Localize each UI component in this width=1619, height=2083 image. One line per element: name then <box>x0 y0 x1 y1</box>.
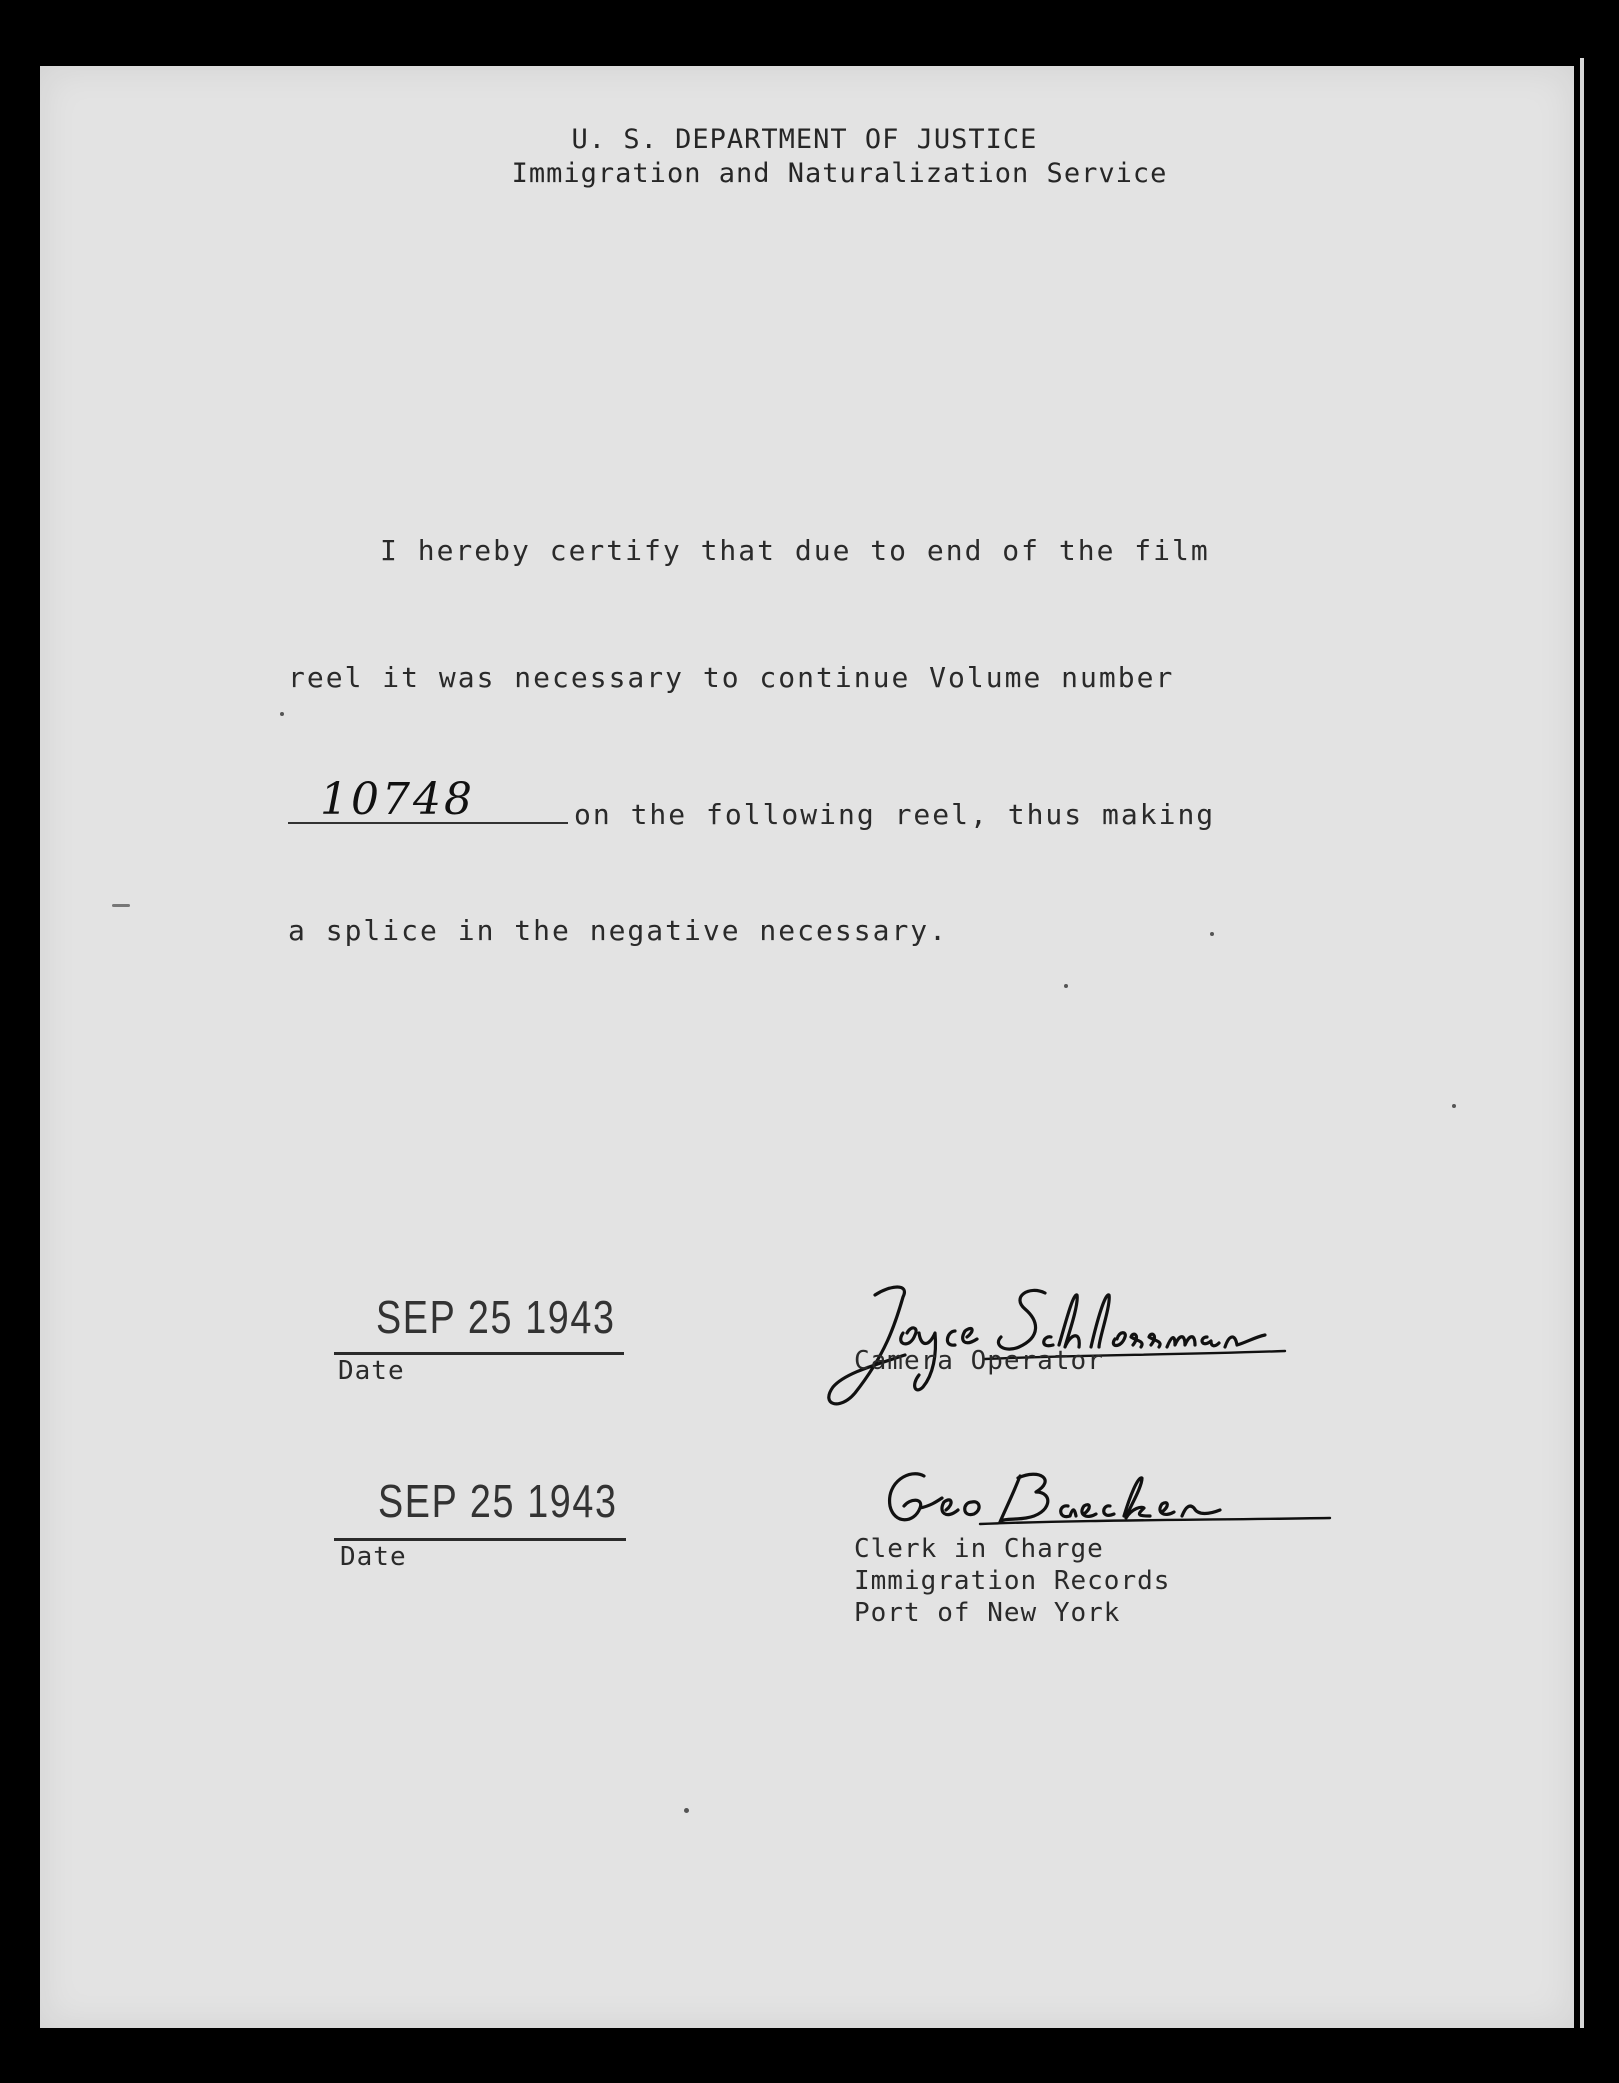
letterhead-department: U. S. DEPARTMENT OF JUSTICE <box>571 124 1038 155</box>
volume-number: 10748 <box>320 774 475 825</box>
clerk-title-line-3: Port of New York <box>854 1598 1121 1628</box>
date-stamp-clerk: SEP 25 1943 <box>378 1475 618 1527</box>
date-line-camera <box>334 1352 624 1355</box>
certificate-line-1: I hereby certify that due to end of the film <box>380 534 1210 567</box>
certificate-line-4: a splice in the negative necessary. <box>288 914 949 947</box>
scan-speck <box>1210 932 1214 936</box>
page-edge <box>1580 58 1584 2028</box>
scan-speck <box>280 712 284 716</box>
certificate-line-3-text: on the following reel, thus making <box>574 798 1216 831</box>
scan-speck <box>1064 984 1068 988</box>
certificate-line-3 <box>288 774 1216 831</box>
date-label-clerk: Date <box>340 1542 407 1572</box>
volume-number-field <box>288 774 568 825</box>
camera-operator-title: Camera Operator <box>854 1346 1104 1376</box>
document-page <box>40 66 1574 2028</box>
date-stamp-camera: SEP 25 1943 <box>376 1291 616 1343</box>
letterhead-service: Immigration and Naturalization Service <box>511 158 1168 189</box>
scan-speck <box>1452 1104 1456 1108</box>
scan-mark <box>112 904 130 907</box>
clerk-title-line-1: Clerk in Charge <box>854 1534 1104 1564</box>
clerk-title-line-2: Immigration Records <box>854 1566 1171 1596</box>
date-line-clerk <box>334 1538 626 1541</box>
scan-speck <box>684 1808 689 1813</box>
camera-operator-signature <box>815 1275 1295 1415</box>
certificate-line-2: reel it was necessary to continue Volume number <box>288 661 1175 694</box>
date-label-camera: Date <box>338 1356 405 1386</box>
